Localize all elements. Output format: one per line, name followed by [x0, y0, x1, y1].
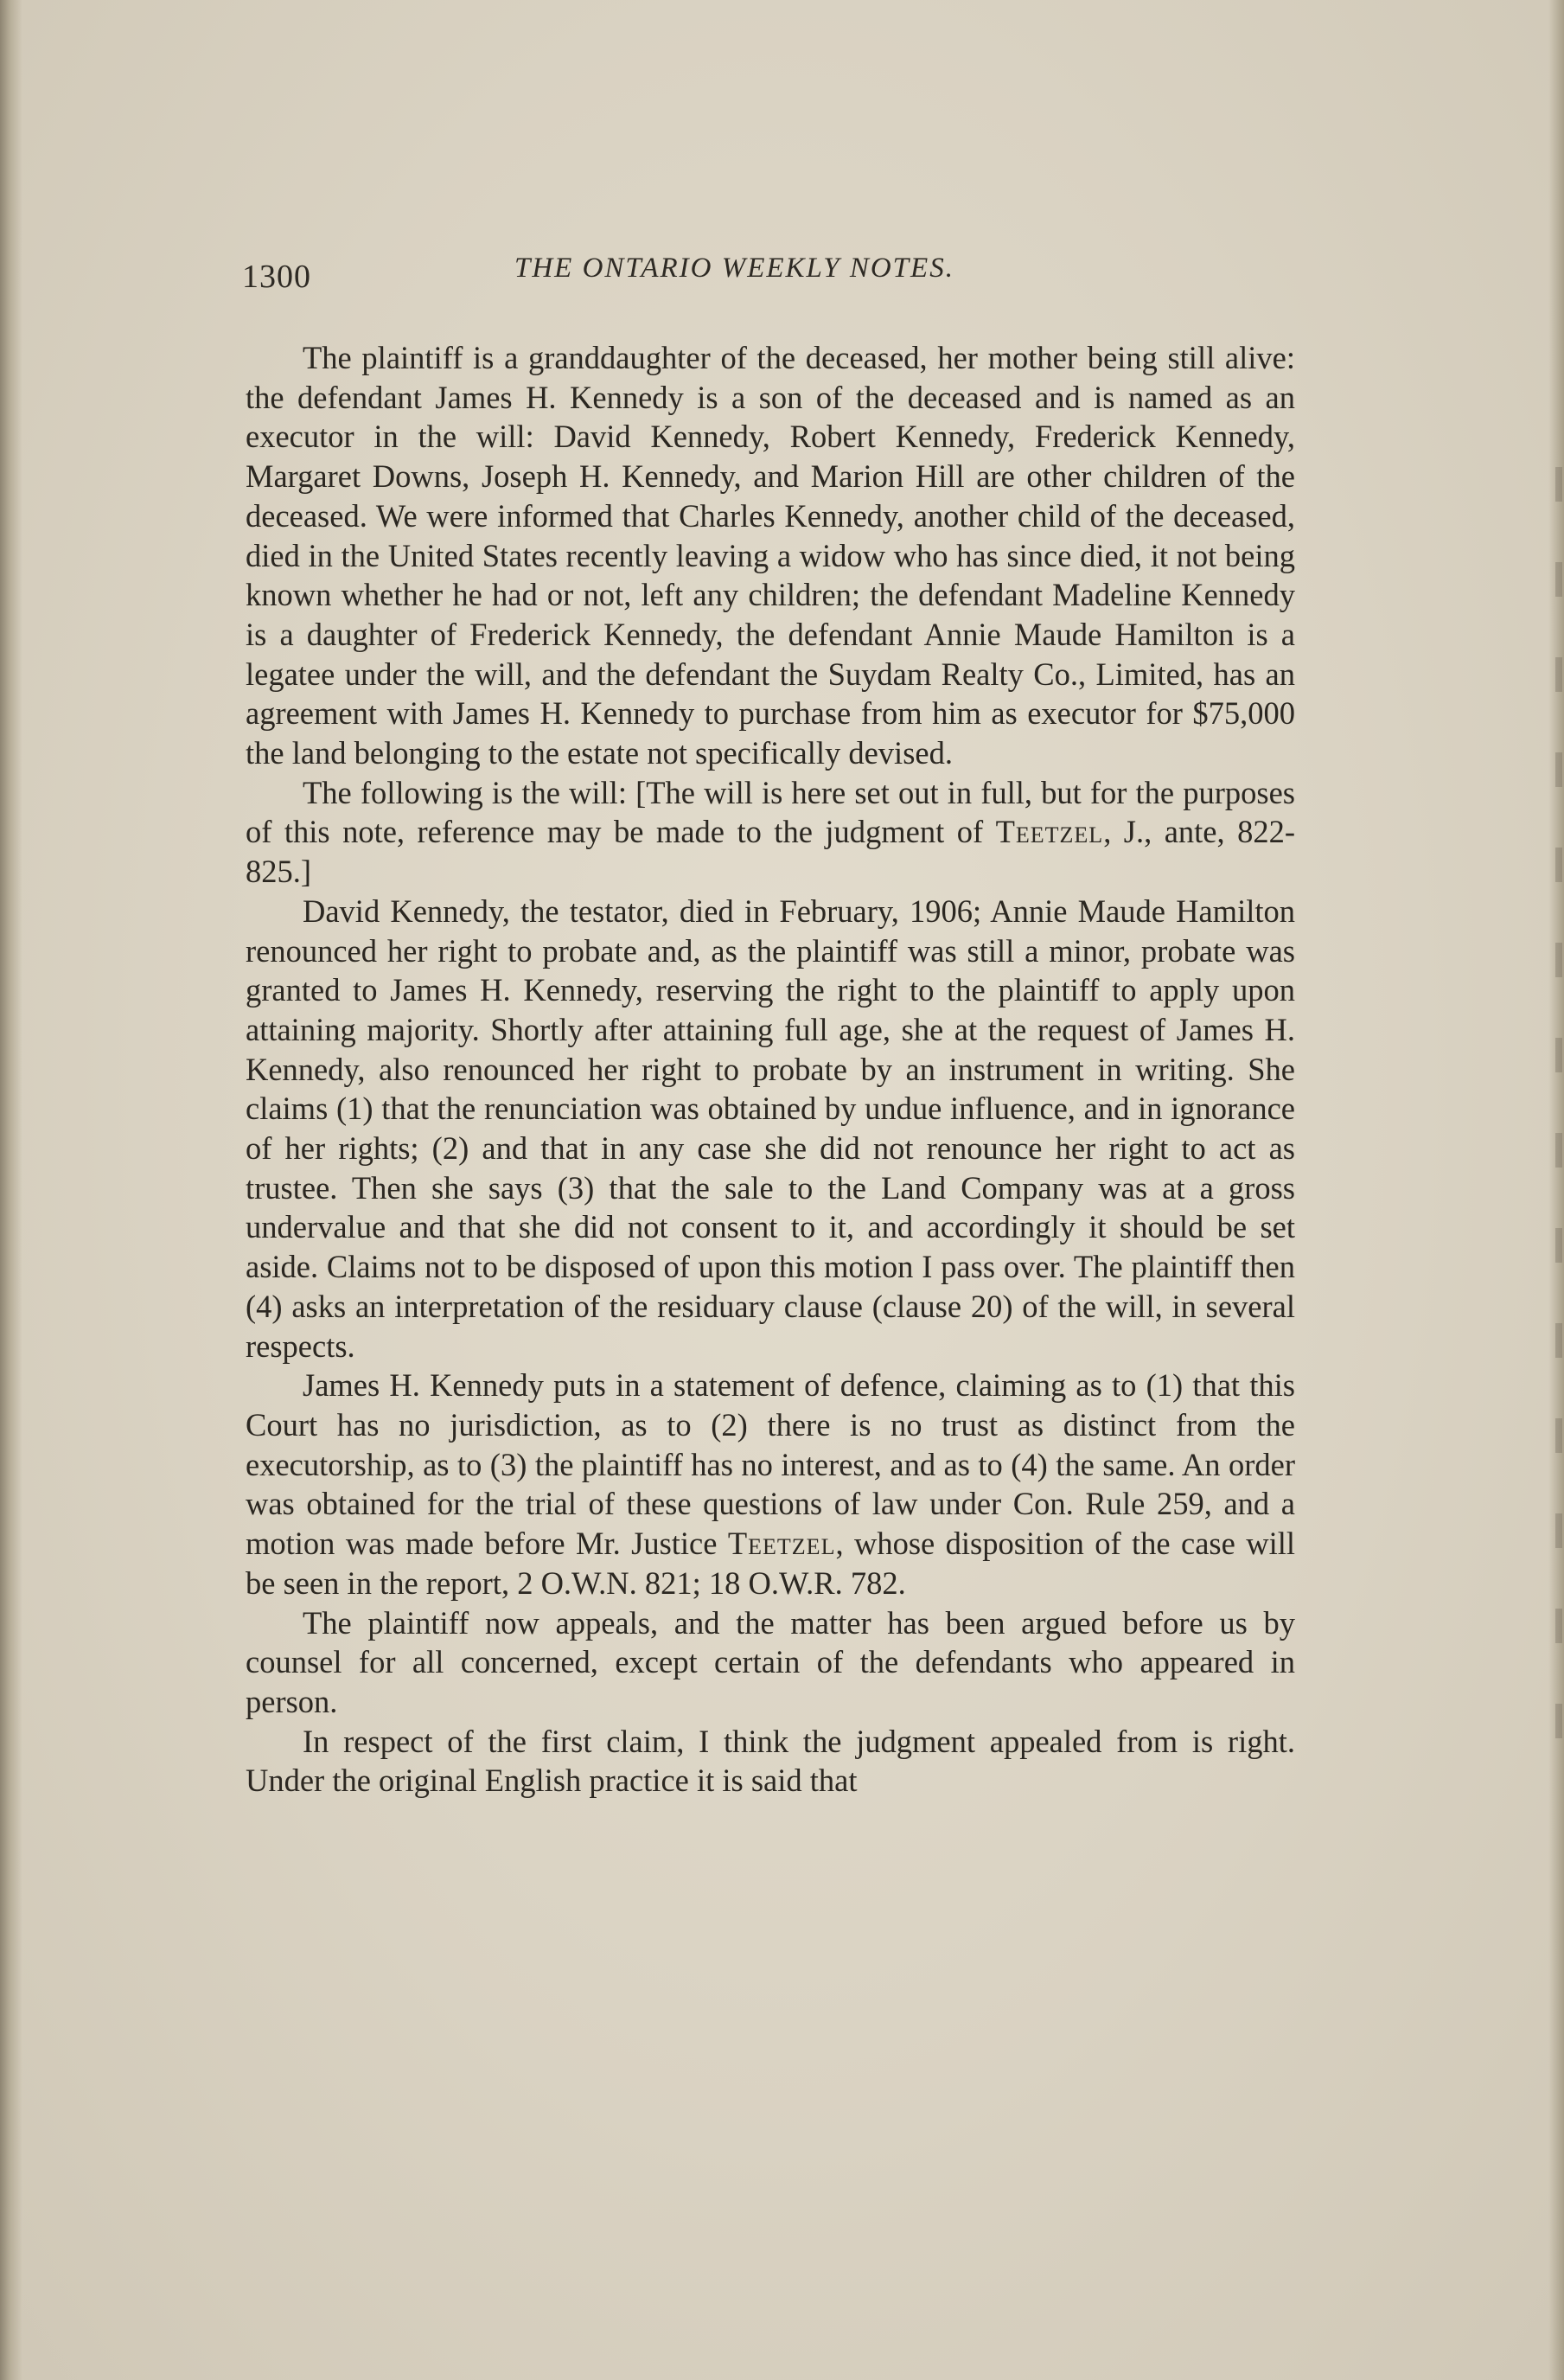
- paragraph-first-claim: In respect of the first claim, I think the judgment appealed from is right. Under the original English practice it is said that: [246, 1723, 1295, 1799]
- paragraph-appeal: The plaintiff now appeals, and the matter has been argued before us by counsel for all concerned, except certain of the defendants who appeared in person.: [246, 1604, 1295, 1719]
- judge-name: Teetzel: [995, 814, 1104, 850]
- page-edge-marks: [1555, 467, 1562, 1764]
- paragraph-defence-text-1: James H. Kennedy puts in a statement of defence, claiming as to (1) that this Court has no jurisdiction, as to (2) there is no trust as distinct from the executorship, as to (3) the plaintiff has no interest, and as to (4) the same. An order was obtained for the trial of these questions of law under Con. Rule 259, and a motion was made before Mr. Justice: [246, 1367, 1295, 1562]
- body-text: [246, 338, 1295, 1801]
- paragraph-will-text-2: , J., ante, 822-825.]: [246, 814, 1295, 890]
- binding-shadow: [0, 0, 22, 2380]
- paragraph-will-text-1: The following is the will: [The will is here set out in full, but for the purposes of this note, reference may be made to the judgment of: [246, 774, 1295, 850]
- judge-name: Teetzel: [727, 1526, 836, 1562]
- paragraph-defence-text-2: , whose disposition of the case will be seen in the report, 2 O.W.N. 821; 18 O.W.R. 782.: [246, 1526, 1295, 1601]
- paragraph-parties: The plaintiff is a granddaughter of the deceased, her mother being still alive: the defendant James H. Kennedy is a son of the deceased and is named as an executor in the will: David Kennedy, Robert Kennedy, Frederick Kennedy, Margaret Downs, Joseph H. Kennedy, and Marion Hill are other children of the deceased. We were informed that Charles Kennedy, another child of the deceased, died in the United States recently leaving a widow who has since died, it not being known whether he had or not, left any children; the defendant Madeline Kennedy is a daughter of Frederick Kennedy, the defendant Annie Maude Hamilton is a legatee under the will, and the defendant the Suydam Realty Co., Limited, has an agreement with James H. Kennedy to purchase from him as executor for $75,000 the land belonging to the estate not specifically devised.: [246, 340, 1295, 771]
- paragraph-defence: [246, 1366, 1295, 1603]
- paragraph-claims: David Kennedy, the testator, died in February, 1906; Annie Maude Hamilton renounced her right to probate and, as the plaintiff was still a minor, probate was granted to James H. Kennedy, reserving the right to the plaintiff to apply upon attaining majority. Shortly after attaining full age, she at the request of James H. Kennedy, also renounced her right to probate by an instrument in writing. She claims (1) that the renunciation was obtained by undue influence, and in ignorance of her rights; (2) and that in any case she did not renounce her right to act as trustee. Then she says (3) that the sale to the Land Company was at a gross undervalue and that she did not consent to it, and accordingly it should be set aside. Claims not to be disposed of upon this motion I pass over. The plaintiff then (4) asks an interpretation of the residuary clause (clause 20) of the will, in several respects.: [246, 892, 1295, 1364]
- page-number: 1300: [242, 259, 311, 295]
- running-title: THE ONTARIO WEEKLY NOTES.: [514, 253, 954, 284]
- page-header: [242, 253, 1305, 304]
- paragraph-will: [246, 773, 1295, 892]
